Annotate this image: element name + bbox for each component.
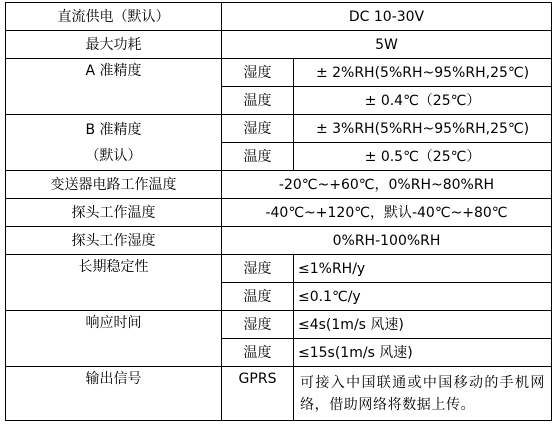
stability-humidity-value: ≤1%RH/y	[294, 255, 552, 283]
accuracy-b-temp-label: 温度	[222, 143, 294, 171]
probe-temp-value: -40℃~+120℃，默认-40℃~+80℃	[222, 199, 552, 227]
stability-temp-value: ≤0.1℃/y	[294, 283, 552, 311]
response-temp-value: ≤15s(1m/s 风速)	[294, 339, 552, 367]
row-max-power	[6, 31, 552, 59]
accuracy-a-temp-label: 温度	[222, 87, 294, 115]
spec-table	[5, 2, 552, 421]
probe-temp-label: 探头工作温度	[6, 199, 222, 227]
circuit-temp-label: 变送器电路工作温度	[6, 171, 222, 199]
row-output	[6, 367, 552, 421]
output-type: GPRS	[222, 367, 294, 421]
power-label: 直流供电（默认）	[6, 3, 222, 31]
response-label: 响应时间	[6, 311, 222, 367]
stability-temp-label: 温度	[222, 283, 294, 311]
response-temp-label: 温度	[222, 339, 294, 367]
max-power-label: 最大功耗	[6, 31, 222, 59]
accuracy-b-label: B 准精度	[85, 121, 142, 138]
row-circuit-temp	[6, 171, 552, 199]
accuracy-a-label: A 准精度	[6, 59, 222, 115]
accuracy-b-default-note: （默认）	[85, 147, 142, 164]
row-power	[6, 3, 552, 31]
row-accuracy-b-humidity	[6, 115, 552, 143]
response-humidity-value: ≤4s(1m/s 风速)	[294, 311, 552, 339]
output-value: 可接入中国联通或中国移动的手机网络，借助网络将数据上传。	[294, 367, 552, 421]
probe-humidity-label: 探头工作湿度	[6, 227, 222, 255]
accuracy-a-temp-value: ± 0.4℃（25℃）	[294, 87, 552, 115]
power-value: DC 10-30V	[222, 3, 552, 31]
accuracy-a-humidity-value: ± 2%RH(5%RH~95%RH,25℃)	[294, 59, 552, 87]
probe-humidity-value: 0%RH-100%RH	[222, 227, 552, 255]
accuracy-b-label-cell	[6, 115, 222, 171]
output-label: 输出信号	[6, 367, 222, 421]
response-humidity-label: 湿度	[222, 311, 294, 339]
accuracy-b-humidity-value: ± 3%RH(5%RH~95%RH,25℃)	[294, 115, 552, 143]
row-accuracy-a-humidity	[6, 59, 552, 87]
circuit-temp-value: -20℃~+60℃，0%RH~80%RH	[222, 171, 552, 199]
row-response-humidity	[6, 311, 552, 339]
accuracy-b-temp-value: ± 0.5℃（25℃）	[294, 143, 552, 171]
stability-label: 长期稳定性	[6, 255, 222, 311]
stability-humidity-label: 湿度	[222, 255, 294, 283]
row-stability-humidity	[6, 255, 552, 283]
row-probe-temp	[6, 199, 552, 227]
row-probe-humidity	[6, 227, 552, 255]
max-power-value: 5W	[222, 31, 552, 59]
accuracy-a-humidity-label: 湿度	[222, 59, 294, 87]
accuracy-b-humidity-label: 湿度	[222, 115, 294, 143]
